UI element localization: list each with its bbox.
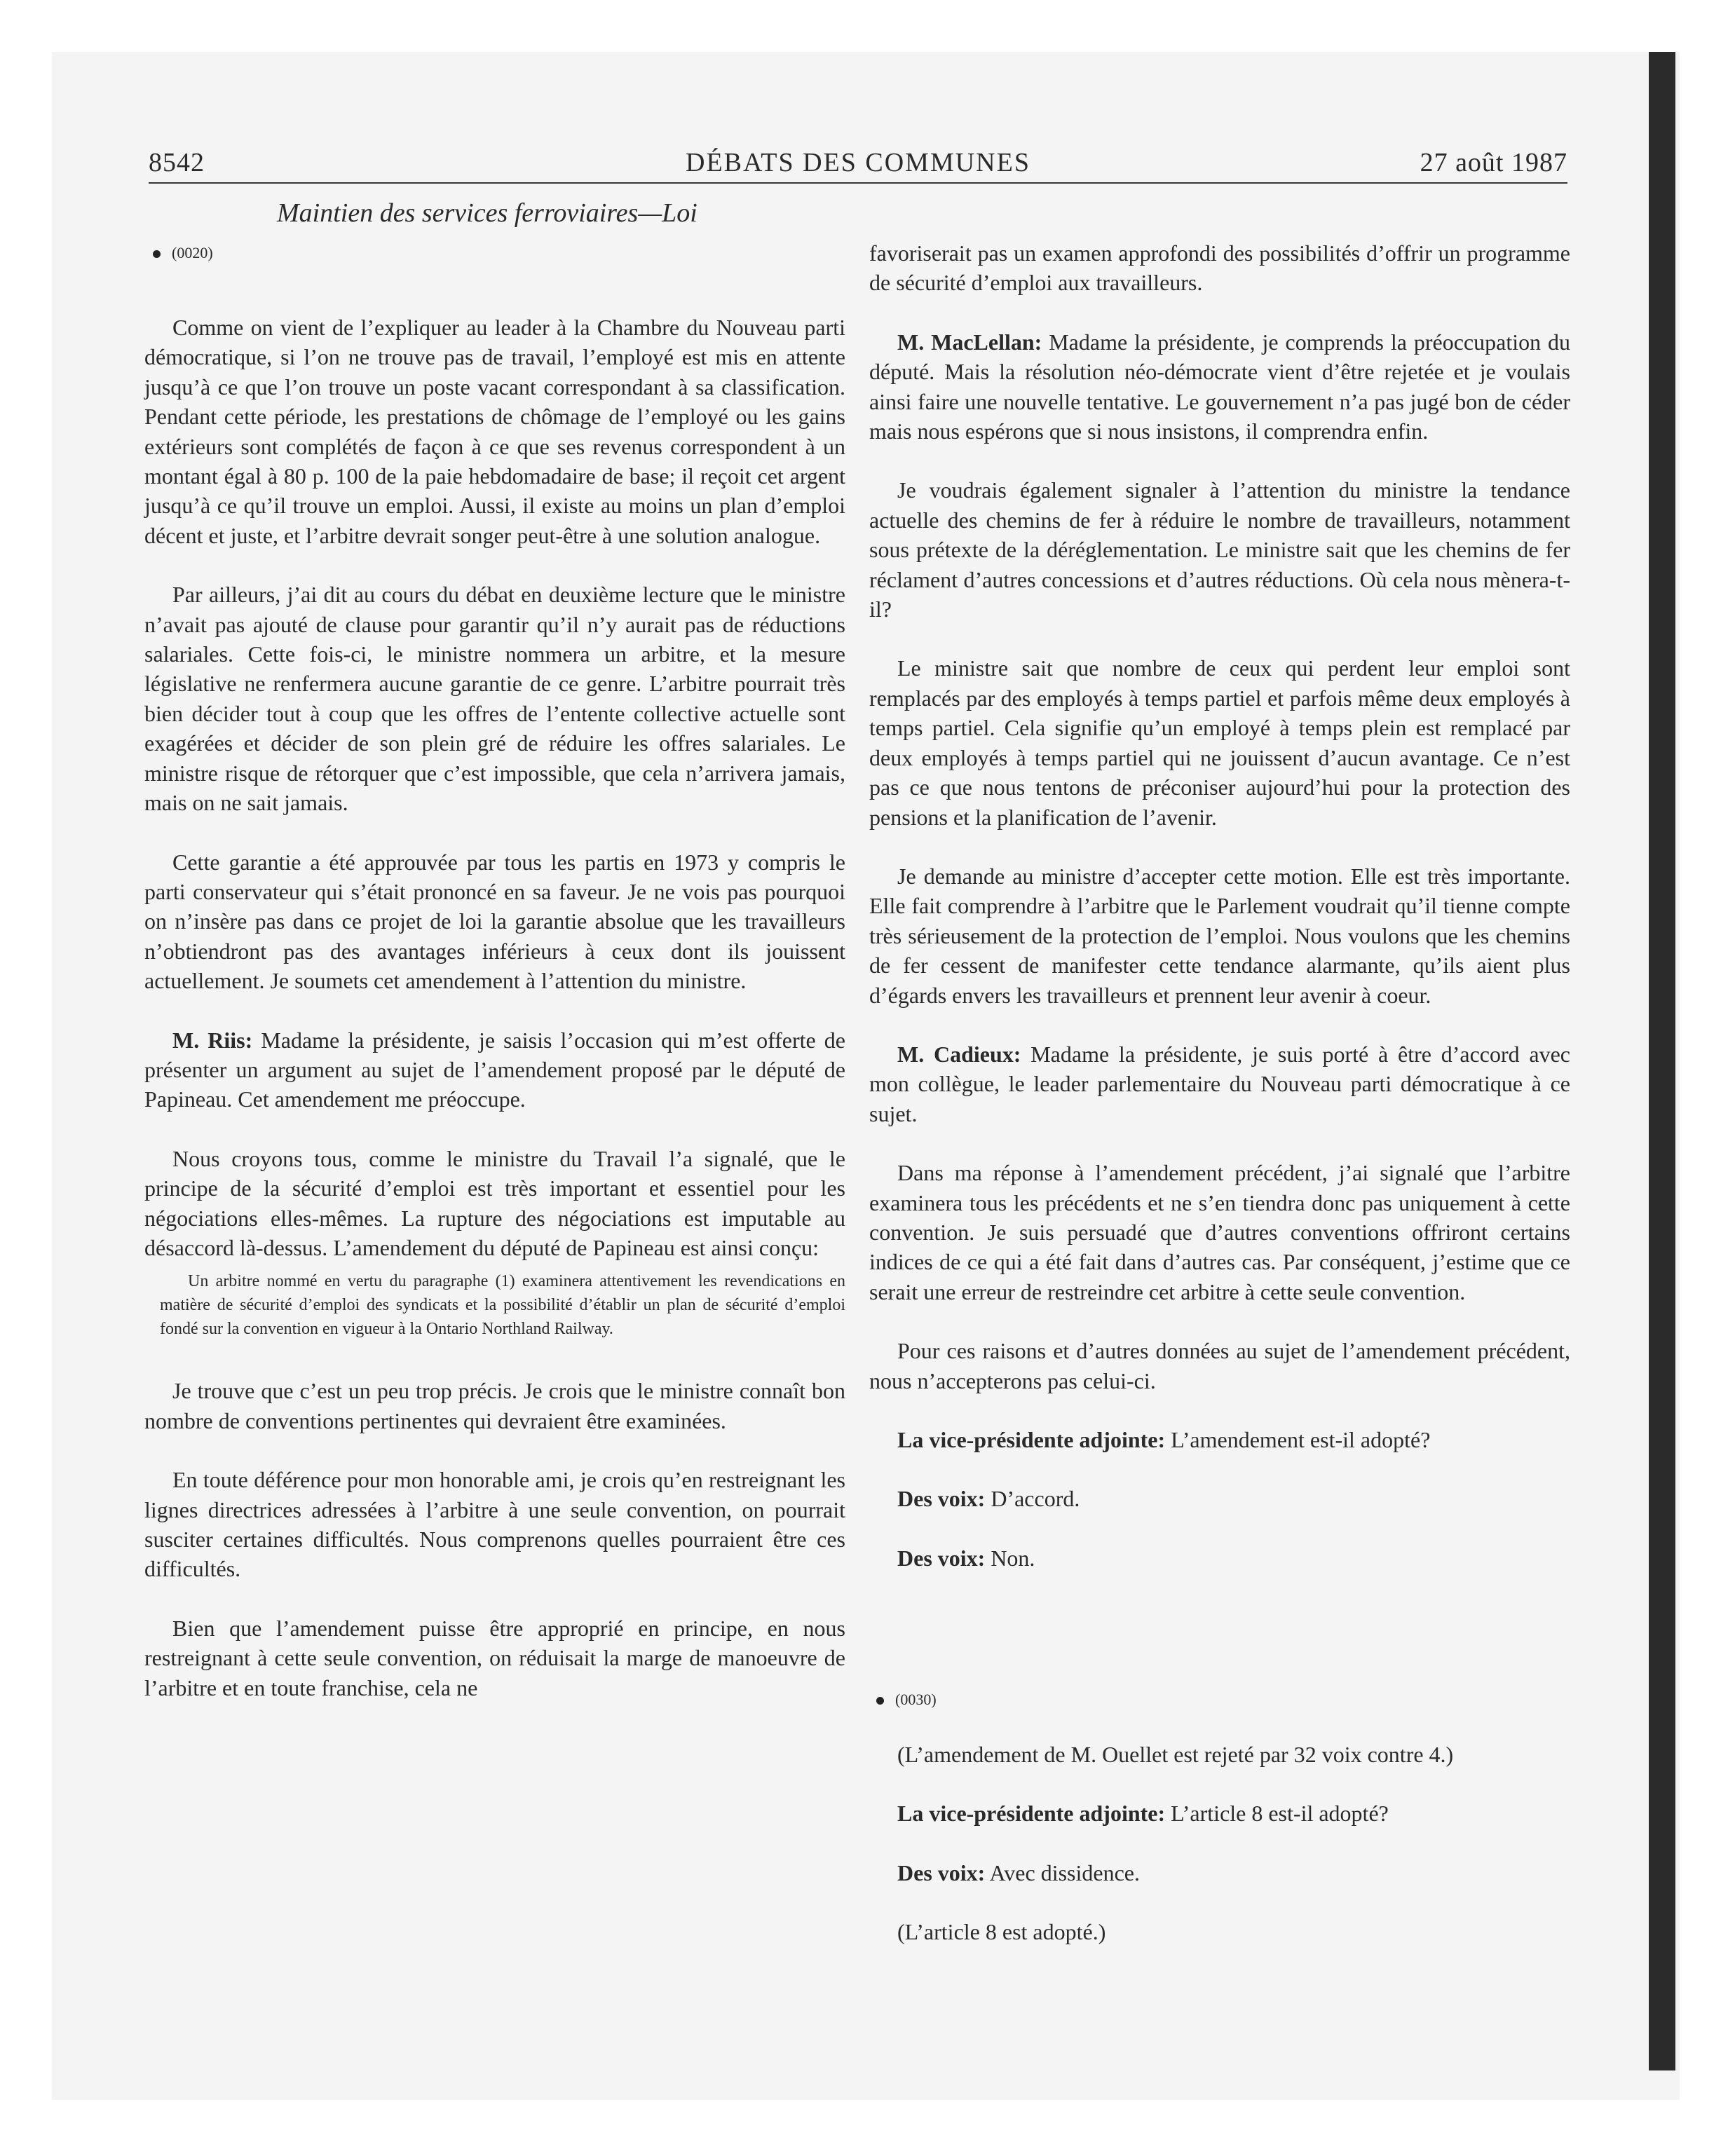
paragraph-text: Madame la présidente, je comprends la préoccupation du député. Mais la résolution néo-démocrate vient d’être rejetée et je voulais ainsi faire une nouvelle tentative. Le gouvernement n’a pas jugé bon de céder mais nous espérons que si nous insistons, il comprendra enfin. — [869, 329, 1571, 444]
paragraph-text: Je trouve que c’est un peu trop précis. Je crois que le ministre connaît bon nombre de conventions pertinentes qui devraient être examinées. — [144, 1378, 845, 1433]
time-marker-first — [153, 244, 213, 262]
paragraph — [869, 1799, 1570, 1828]
bullet-icon — [153, 250, 161, 258]
page-number: 8542 — [149, 148, 205, 177]
paragraph-text: Dans ma réponse à l’amendement précédent, j’ai signalé que l’arbitre examinera tous les précédents et ne s’en tiendra donc pas uniquement à cette convention. Je suis persuadé que d’autres conventions offriront certains indices de ce qui a été fait dans d’autres cas. Par conséquent, j’estime que ce serait une erreur de restreindre cet arbitre à cette seule convention. — [869, 1160, 1570, 1304]
paragraph — [869, 1858, 1570, 1888]
paragraph-text: (L’amendement de M. Ouellet est rejeté par 32 voix contre 4.) — [897, 1742, 1454, 1767]
publication-title: DÉBATS DES COMMUNES — [686, 148, 1030, 177]
paragraph — [869, 1425, 1570, 1454]
paragraph-text: Madame la présidente, je saisis l’occasion qui m’est offerte de présenter un argument au sujet de l’amendement proposé par le député de Papineau. Cet amendement me préoccupe. — [144, 1027, 846, 1112]
left-column — [144, 313, 845, 1732]
speaker-name: M. Cadieux: — [897, 1041, 1021, 1067]
time-marker-second — [876, 1691, 937, 1709]
paragraph-text: Madame la présidente, je suis porté à être d’accord avec mon collègue, le leader parlementaire du Nouveau parti démocratique à ce sujet. — [869, 1041, 1571, 1126]
paragraph — [144, 847, 845, 996]
speaker-name: M. Riis: — [172, 1027, 253, 1053]
paragraph-text: Pour ces raisons et d’autres données au sujet de l’amendement précédent, nous n’accepterons pas celui-ci. — [869, 1338, 1570, 1393]
paragraph — [144, 580, 845, 817]
paragraph — [869, 1336, 1570, 1396]
paragraph-text: Par ailleurs, j’ai dit au cours du débat en deuxième lecture que le ministre n’avait pas ajouté de clause pour garantir qu’il n’y aurait pas de réductions salariales. Cette fois-ci, le ministre nommera un arbitre, et la mesure législative ne renfermera aucune garantie de ce genre. L’arbitre pourrait très bien décider tout à coup que les offres de l’entente collective actuelle sont exagérées et décider de son plein gré de réduire les offres salariales. Le ministre risque de rétorquer que c’est impossible, que cela n’arrivera jamais, mais on ne sait jamais. — [144, 582, 845, 816]
speaker-name: La vice-présidente adjointe: — [897, 1427, 1166, 1452]
paragraph — [144, 1025, 845, 1114]
paragraph — [869, 653, 1570, 831]
paragraph — [144, 1376, 845, 1435]
scan-edge-bar — [1649, 52, 1675, 2070]
paragraph-text: Comme on vient de l’expliquer au leader à la Chambre du Nouveau parti démocratique, si l’on ne trouve pas de travail, l’employé est mis en attente jusqu’à ce que l’on trouve un poste vacant correspondant à sa classification. Pendant cette période, les prestations de chômage de l’employé ou les gains extérieurs sont complétés de façon à ce que ses revenus correspondent à un montant égal à 80 p. 100 de la paie hebdomadaire de base; il reçoit cet argent jusqu’à ce qu’il trouve un emploi. Aussi, il existe au moins un plan d’emploi décent et juste, et l’arbitre devrait songer peut-être à une solution analogue. — [144, 315, 845, 548]
paragraph-text: Je voudrais également signaler à l’attention du ministre la tendance actuelle des chemins de fer à réduire le nombre de travailleurs, notamment sous prétexte de la déréglementation. Le ministre sait que les chemins de fer réclament d’autres concessions et d’autres réductions. Où cela nous mènera-t-il? — [869, 477, 1570, 622]
paragraph — [869, 1484, 1570, 1513]
paragraph — [869, 1158, 1570, 1306]
paragraph-text: D’accord. — [985, 1486, 1080, 1512]
paragraph — [869, 238, 1570, 298]
paragraph — [869, 861, 1570, 1010]
speaker-name: La vice-présidente adjointe: — [897, 1801, 1166, 1827]
paragraph — [869, 475, 1570, 624]
publication-date: 27 août 1987 — [1420, 148, 1567, 177]
bullet-icon — [876, 1697, 884, 1705]
speaker-name: Des voix: — [897, 1486, 986, 1512]
paragraph — [144, 313, 845, 550]
section-subtitle: Maintien des services ferroviaires—Loi — [277, 198, 698, 228]
paragraph — [144, 1613, 845, 1703]
speaker-name: M. MacLellan: — [897, 329, 1042, 355]
paragraph-text: Je demande au ministre d’accepter cette motion. Elle est très importante. Elle fait comprendre à l’arbitre que le Parlement voudrait qu’il tienne compte très sérieusement de la protection de l’emploi. Nous voulons que les chemins de fer cessent de manifester cette tendance alarmante, qu’ils aient plus d’égards envers les travailleurs et prennent leur avenir à coeur. — [869, 863, 1570, 1008]
paragraph-text: Nous croyons tous, comme le ministre du Travail l’a signalé, que le principe de la sécurité d’emploi est très important et essentiel pour les négociations elles-mêmes. La rupture des négociations est imputable au désaccord là-dessus. L’amendement du député de Papineau est ainsi conçu: — [144, 1145, 845, 1260]
paragraph — [144, 1144, 845, 1263]
paragraph-text: Cette garantie a été approuvée par tous les partis en 1973 y compris le parti conservateur qui s’était prononcé en sa faveur. Je ne vois pas pourquoi on n’insère pas dans ce projet de loi la garantie absolue que les travailleurs n’obtiendront pas des avantages inférieurs à ceux dont ils jouissent actuellement. Je soumets cet amendement à l’attention du ministre. — [144, 849, 845, 994]
paragraph — [144, 1465, 845, 1584]
paragraph — [869, 1917, 1570, 1946]
paragraph — [869, 1740, 1570, 1769]
paragraph-text: En toute déférence pour mon honorable ami, je crois qu’en restreignant les lignes directrices adressées à l’arbitre à une seule convention, on pourrait susciter certaines difficultés. Nous comprenons quelles pourraient être ces difficultés. — [144, 1467, 845, 1582]
quoted-amendment — [144, 1269, 845, 1341]
paragraph-text: Avec dissidence. — [985, 1860, 1140, 1885]
page-header — [149, 144, 1567, 184]
right-column-continued — [869, 1740, 1570, 1977]
paragraph-text: (L’article 8 est adopté.) — [897, 1919, 1106, 1945]
paragraph-text: Un arbitre nommé en vertu du paragraphe (1) examinera attentivement les revendications en matière de sécurité d’emploi des syndicats et la possibilité d’établir un plan de sécurité d’emploi fondé sur la convention en vigueur à la Ontario Northland Railway. — [160, 1272, 845, 1339]
speaker-name: Des voix: — [897, 1545, 986, 1571]
right-column — [869, 238, 1570, 1602]
paragraph-text: L’amendement est-il adopté? — [1165, 1427, 1431, 1452]
paragraph-text: Bien que l’amendement puisse être approprié en principe, en nous restreignant à cette seule convention, on réduisait la marge de manoeuvre de l’arbitre et en toute franchise, cela ne — [144, 1615, 845, 1700]
time-marker-label: (0030) — [895, 1691, 937, 1708]
paragraph-text: Le ministre sait que nombre de ceux qui perdent leur emploi sont remplacés par des employés à temps partiel et parfois même deux employés à temps partiel. Cela signifie qu’un employé à temps plein est remplacé par deux employés à temps partiel qui ne jouissent d’aucun avantage. Ce n’est pas ce que nous tentons de préconiser aujourd’hui pour la protection des pensions et la planification de l’avenir. — [869, 655, 1570, 830]
paragraph — [869, 1543, 1570, 1573]
paragraph — [869, 327, 1570, 446]
speaker-name: Des voix: — [897, 1860, 986, 1885]
time-marker-label: (0020) — [172, 244, 213, 261]
paragraph-text: L’article 8 est-il adopté? — [1165, 1801, 1389, 1827]
paragraph — [869, 1039, 1570, 1128]
paragraph-text: Non. — [985, 1545, 1035, 1571]
paragraph-text: favoriserait pas un examen approfondi des possibilités d’offrir un programme de sécurité d’emploi aux travailleurs. — [869, 240, 1570, 296]
